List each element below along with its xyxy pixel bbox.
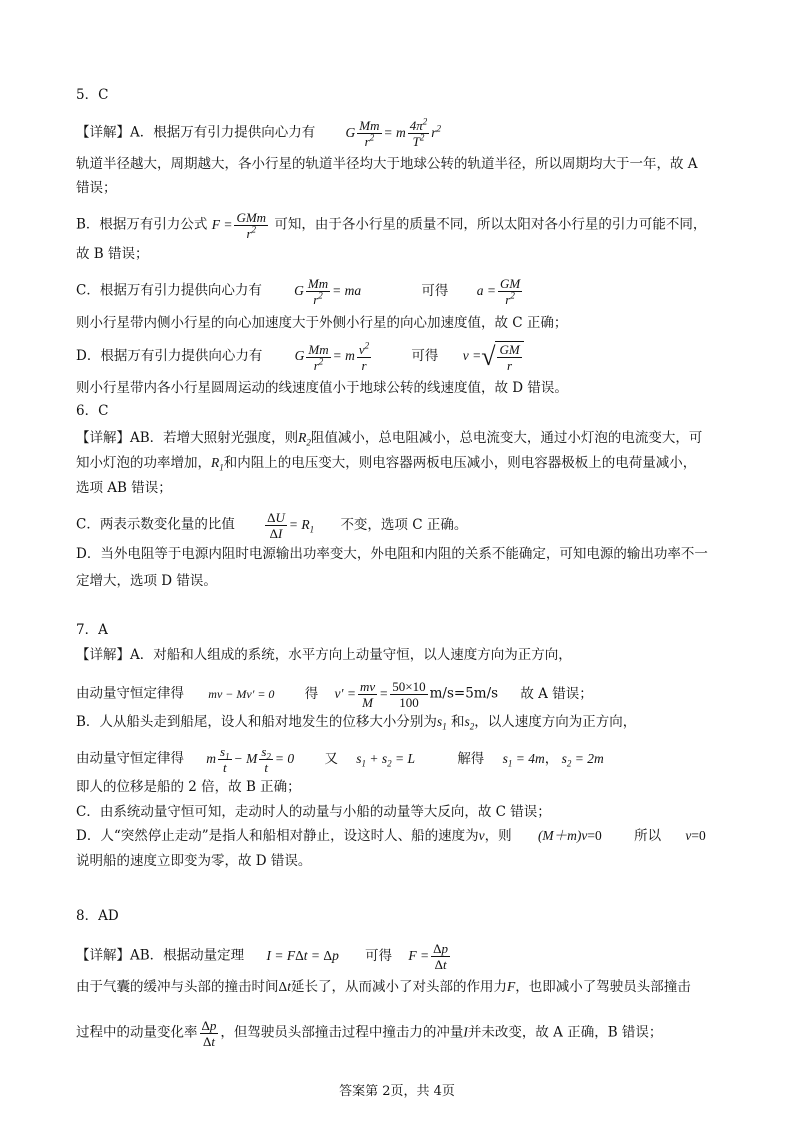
q7-line-d-end: 说明船的速度立即变为零，故 D 错误。 [76,853,312,869]
formula-momentum-balance: mv − Mv′ = 0 [208,686,275,701]
q5-line-b-end: 故 B 错误； [76,246,149,262]
formula-boat-velocity: v′ = $\frac{mv}{M}$ = $\frac{50\times 10}{100}$ [334,679,426,710]
q6-line-d: D．当外电阻等于电源内阻时电源输出功率变大，外电阻和内阻的关系不能确定，可知电源的输出功率不一 [76,546,708,562]
q5-line-b: B．根据万有引力公式 F = $\frac{\text{GMm}}{r^2}$ 可知，由于各小行星的质量不同，所以太阳对各小行星的引力可能不同， [76,210,707,241]
formula-force-rate: F = $\frac{\Delta p}{\Delta t}$ [408,941,449,972]
q7-label: 7．A [76,622,108,638]
q5-line-d: D．根据万有引力提供向心力有 G $\frac{Mm}{r^2}$ = m $\frac{v^2}{r}$ 可得 v =√ $\frac{GM}{r}$ [76,341,524,373]
q5-line-c-text: 则小行星带内侧小行星的向心加速度大于外侧小行星的向心加速度值，故 C 正确； [76,315,568,331]
symbol-s2: $s_2$ [464,714,475,732]
q6-line-c: C．两表示数变化量的比值 $\frac{\Delta U}{\Delta I}$ = $R_1$ 不变，选项 C 正确。 [76,510,468,541]
formula-impulse: I = FΔt = Δp [266,947,339,963]
q7-line-d: D．人“突然停止走动”是指人和船相对静止，设这时人、船的速度为v，则 (M＋m)v=0 所以 v=0 [76,828,706,844]
q5-line-a: 【详解】A．根据万有引力提供向心力有 G $\frac{Mm}{r^2}$ = m $\frac{4\pi^2}{T^2}$ $r^2$ [76,116,442,149]
q7-line-a-2: 由动量守恒定律得 mv − Mv′ = 0 得 v′ = $\frac{mv}{M}$ = $\frac{50\times 10}{100}$ m/s=5m/s 故 A 错误； [76,679,593,710]
q5-label: 5．C [76,87,109,103]
formula-final-momentum: (M＋m)v=0 [537,828,602,843]
formula-gravity-force: F = $\frac{\text{GMm}}{r^2}$ [211,210,267,241]
q5-line-d-text: 则小行星带内各小行星圆周运动的线速度值小于地球公转的线速度值，故 D 错误。 [76,380,568,396]
formula-displacement-result: $s_1 = 4m$， $s_2 = 2m$ [502,750,604,769]
q5-line-c: C．根据万有引力提供向心力有 G $\frac{Mm}{r^2}$ = ma 可得 a = $\frac{GM}{r^2}$ [76,276,524,307]
symbol-f: F [506,979,516,994]
q7-line-c: C．由系统动量守恒可知，走动时人的动量与小船的动量等大反向，故 C 错误； [76,804,551,820]
formula-gravity-period: G $\frac{Mm}{r^2}$ = m $\frac{4\pi^2}{T^2}$ $r^2$ [345,116,442,149]
q6-label: 6．C [76,403,109,419]
formula-gravity-velocity: G $\frac{Mm}{r^2}$ = m $\frac{v^2}{r}$ [294,340,370,373]
q8-line-ab-3: 过程中的动量变化率 $\frac{\Delta p}{\Delta t}$ ，但驾驶员头部撞击过程中撞击力的冲量I并未改变，故 A 正确，B 错误； [76,1018,663,1049]
formula-final-velocity: v=0 [685,828,706,843]
q8-label: 8．AD [76,908,119,924]
formula-ratio: $\frac{\Delta U}{\Delta I}$ = $R_1$ [267,510,315,541]
q5-line-a-text: 轨道半径越大，周期越大，各小行星的轨道半径均大于地球公转的轨道半径，所以周期均大于一年，故 A [76,156,698,172]
q7-line-b-end: 即人的位移是船的 2 倍，故 B 正确； [76,779,301,795]
q8-line-ab-2: 由于气囊的缓冲与头部的撞击时间Δt延长了，从而减小了对头部的作用力F，也即减小了驾驶员头部撞击 [76,979,691,995]
page-footer: 答案第 2页，共 4页 [339,1084,455,1099]
q6-line-d-end: 定增大，选项 D 错误。 [76,573,217,589]
q8-line-ab: 【详解】AB．根据动量定理 I = FΔt = Δp 可得 F = $\frac{\Delta p}{\Delta t}$ [76,941,452,972]
symbol-r2: $R_2$ [298,430,311,448]
q6-line-ab-end: 选项 AB 错误； [76,480,172,496]
formula-gravity-accel: G $\frac{Mm}{r^2}$ = ma [294,276,362,307]
q7-line-b: B．人从船头走到船尾，设人和船对地发生的位移大小分别为$s_1$ 和$s_2$，以人速度方向为正方向， [76,714,637,732]
symbol-delta-t: Δt [278,979,291,994]
symbol-v: v [478,828,485,843]
formula-accel-result: a = $\frac{GM}{r^2}$ [476,276,521,307]
q7-line-a: 【详解】A．对船和人组成的系统，水平方向上动量守恒，以人速度方向为正方向， [76,647,572,663]
symbol-i: I [463,1024,468,1040]
symbol-s1: $s_1$ [436,714,447,732]
q7-line-b-2: 由动量守恒定律得 m $\frac{s_1}{t}$ − M $\frac{s_2}{t}$ = 0 又 $s_1 + s_2 = L$ 解得 $s_1 = 4m$， $s_2 = 2m$ [76,744,604,775]
formula-velocity-result: v =√ $\frac{GM}{r}$ [463,348,524,363]
q6-line-ab-2: 知小灯泡的功率增加，$R_1$和内阻上的电压变大，则电容器两板电压减小，则电容器极板上的电荷量减小， [76,455,697,473]
symbol-r1: $R_1$ [211,455,224,473]
formula-displacement-balance: m $\frac{s_1}{t}$ − M $\frac{s_2}{t}$ = 0 [206,744,295,775]
q5-line-a-end: 错误； [76,180,117,196]
formula-displacement-sum: $s_1 + s_2 = L$ [356,750,416,769]
q6-line-ab: 【详解】AB．若增大照射光强度，则$R_2$阻值减小，总电阻减小，总电流变大，通过小灯泡的电流变大，可 [76,430,703,448]
formula-momentum-rate: $\frac{\Delta p}{\Delta t}$ [201,1018,217,1049]
